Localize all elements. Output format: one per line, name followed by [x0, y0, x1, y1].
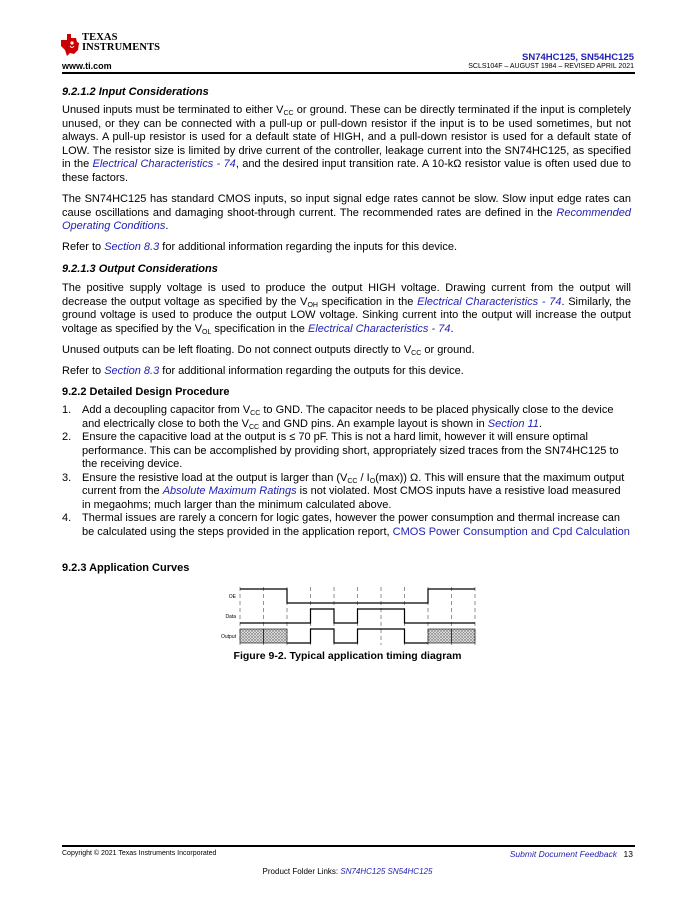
input-paragraph-3: [62, 241, 631, 255]
text: Refer to: [62, 241, 105, 253]
output-paragraph-1: [62, 282, 631, 336]
electrical-characteristics-link[interactable]: Electrical Characteristics - 74: [92, 158, 236, 171]
text: or ground. These can be directly terminated if the input is completely unused, or they can be connected with a pull-up or pull-down resistor if the input is to be used sometimes, but not always. A pull-up resistor is used for a default state of HIGH, and a pull-down resistor is used for a default state of LOW. The resistor size is limited by drive current of the controller, leakage current into the SN74HC125, as specified in the: [62, 104, 632, 171]
figure-caption: Figure 9-2. Typical application timing diagram: [233, 650, 462, 662]
product-folder-link[interactable]: SN54HC125: [387, 867, 433, 876]
high-impedance-region: [264, 629, 288, 643]
high-impedance-region: [452, 629, 476, 643]
section-heading-input: 9.2.1.2 Input Considerations: [62, 86, 209, 98]
subscript: CC: [411, 350, 422, 357]
text: .: [165, 220, 169, 233]
text: Ensure the resistive load at the output is larger than (V: [82, 471, 348, 484]
text: Add a decoupling capacitor from V: [82, 404, 251, 416]
subscript: CC: [347, 477, 358, 485]
signal-waveform: [287, 629, 428, 643]
subscript: CC: [248, 423, 260, 431]
input-paragraph-1: [62, 104, 631, 186]
subscript: OH: [307, 301, 318, 309]
design-steps-list: [62, 404, 632, 539]
input-paragraph-2: [62, 193, 631, 234]
footer-rule: [62, 845, 635, 847]
ti-logo-wordmark: [82, 33, 160, 53]
list-number: 4.: [62, 512, 72, 524]
subscript: CC: [283, 110, 294, 117]
document-id: SCLS104F – AUGUST 1984 – REVISED APRIL 2021: [468, 63, 634, 70]
subscript: CC: [250, 410, 261, 417]
text: .: [450, 322, 454, 335]
part-numbers-link[interactable]: SN74HC125, SN54HC125: [522, 52, 634, 63]
text: Unused outputs can be left floating. Do not connect outputs directly to V: [62, 344, 412, 356]
page-number: 13: [623, 849, 633, 859]
section-heading-design: 9.2.2 Detailed Design Procedure: [62, 386, 230, 398]
output-paragraph-3: [62, 365, 631, 379]
text: Refer to: [62, 365, 105, 377]
cmos-power-consumption-link[interactable]: CMOS Power Consumption and Cpd Calculation: [392, 525, 630, 538]
text: Unused inputs must be terminated to either V: [62, 104, 284, 116]
header-rule: [62, 72, 635, 74]
text: or ground.: [421, 344, 475, 356]
product-folder-links: [0, 867, 695, 876]
section-8-3-link[interactable]: Section 8.3: [104, 365, 160, 377]
text: and GND pins. An example layout is shown in: [259, 417, 488, 430]
section-heading-curves: 9.2.3 Application Curves: [62, 562, 190, 574]
folder-label: Product Folder Links:: [262, 867, 341, 876]
list-item: [62, 404, 632, 431]
text: The positive supply voltage is used to produce the output HIGH voltage. Drawing current from the output will decrease the output voltage as specified by the V: [62, 282, 631, 308]
text: specification in the: [317, 295, 418, 308]
text: specification in the: [211, 322, 308, 335]
text: is not violated. Most CMOS inputs have a resistive load measured in megaohms; much larger than the minimum calculated above.: [82, 485, 621, 511]
list-number: 3.: [62, 471, 72, 484]
recommended-operating-conditions-link[interactable]: Recommended Operating Conditions: [62, 206, 631, 233]
text: for additional information regarding the inputs for this device.: [159, 241, 458, 253]
absolute-maximum-ratings-link[interactable]: Absolute Maximum Ratings: [162, 485, 297, 497]
logo-text-texas: TEXAS: [82, 32, 118, 43]
electrical-characteristics-link[interactable]: Electrical Characteristics - 74: [417, 295, 562, 308]
signal-label: Data: [225, 614, 236, 620]
list-number: 2.: [62, 431, 72, 443]
signal-waveform: [240, 609, 475, 623]
high-impedance-region: [428, 629, 452, 643]
list-item: [62, 431, 632, 472]
text: / I: [357, 471, 370, 484]
text: (max)) Ω. This will ensure that the maximum output current from the: [82, 471, 625, 497]
high-impedance-region: [240, 629, 264, 643]
electrical-characteristics-link[interactable]: Electrical Characteristics - 74: [308, 322, 451, 335]
section-heading-output: 9.2.1.3 Output Considerations: [62, 263, 218, 275]
subscript: O: [369, 477, 376, 485]
copyright: Copyright © 2021 Texas Instruments Incorporated: [62, 850, 217, 857]
list-item: [62, 472, 632, 513]
list-item: [62, 512, 632, 539]
text: .: [538, 417, 542, 430]
signal-label: Output: [220, 634, 236, 640]
website-link[interactable]: www.ti.com: [62, 61, 112, 71]
subscript: OL: [202, 328, 212, 336]
logo-text-instruments: INSTRUMENTS: [82, 42, 161, 53]
list-number: 1.: [62, 404, 72, 416]
text: , and the desired input transition rate. A 10-kΩ resistor value is often used due to these factors.: [62, 158, 632, 184]
output-paragraph-2: [62, 344, 631, 358]
text: to GND. The capacitor needs to be placed physically close to the device and electrically close to both the V: [82, 404, 614, 430]
section-8-3-link[interactable]: Section 8.3: [104, 241, 160, 253]
submit-feedback-link[interactable]: Submit Document Feedback: [509, 849, 617, 859]
product-folder-link[interactable]: SN74HC125: [340, 867, 386, 876]
text: The SN74HC125 has standard CMOS inputs, so input signal edge rates cannot be slow. Slow input edge rates can cause oscillations and damaging shoot-through current. The recommended rates are defined in the: [62, 193, 631, 219]
text: Thermal issues are rarely a concern for logic gates, however the power consumption and thermal increase can be calculated using the steps provided in the application report,: [82, 512, 621, 538]
section-11-link[interactable]: Section 11: [487, 417, 539, 430]
timing-diagram: [200, 585, 490, 647]
text: for additional information regarding the outputs for this device.: [159, 365, 464, 377]
text: Ensure the capacitive load at the output is ≤ 70 pF. This is not a hard limit, however it will ensure optimal performance. This can be accomplished by providing short, appropriately sized traces from the SN74HC125 to the receiving device.: [82, 431, 619, 470]
text: . Similarly, the ground voltage is used to produce the output LOW voltage. Sinking current into the output will increase the output voltage as specified by the V: [62, 295, 632, 335]
signal-label: OE: [228, 594, 236, 600]
